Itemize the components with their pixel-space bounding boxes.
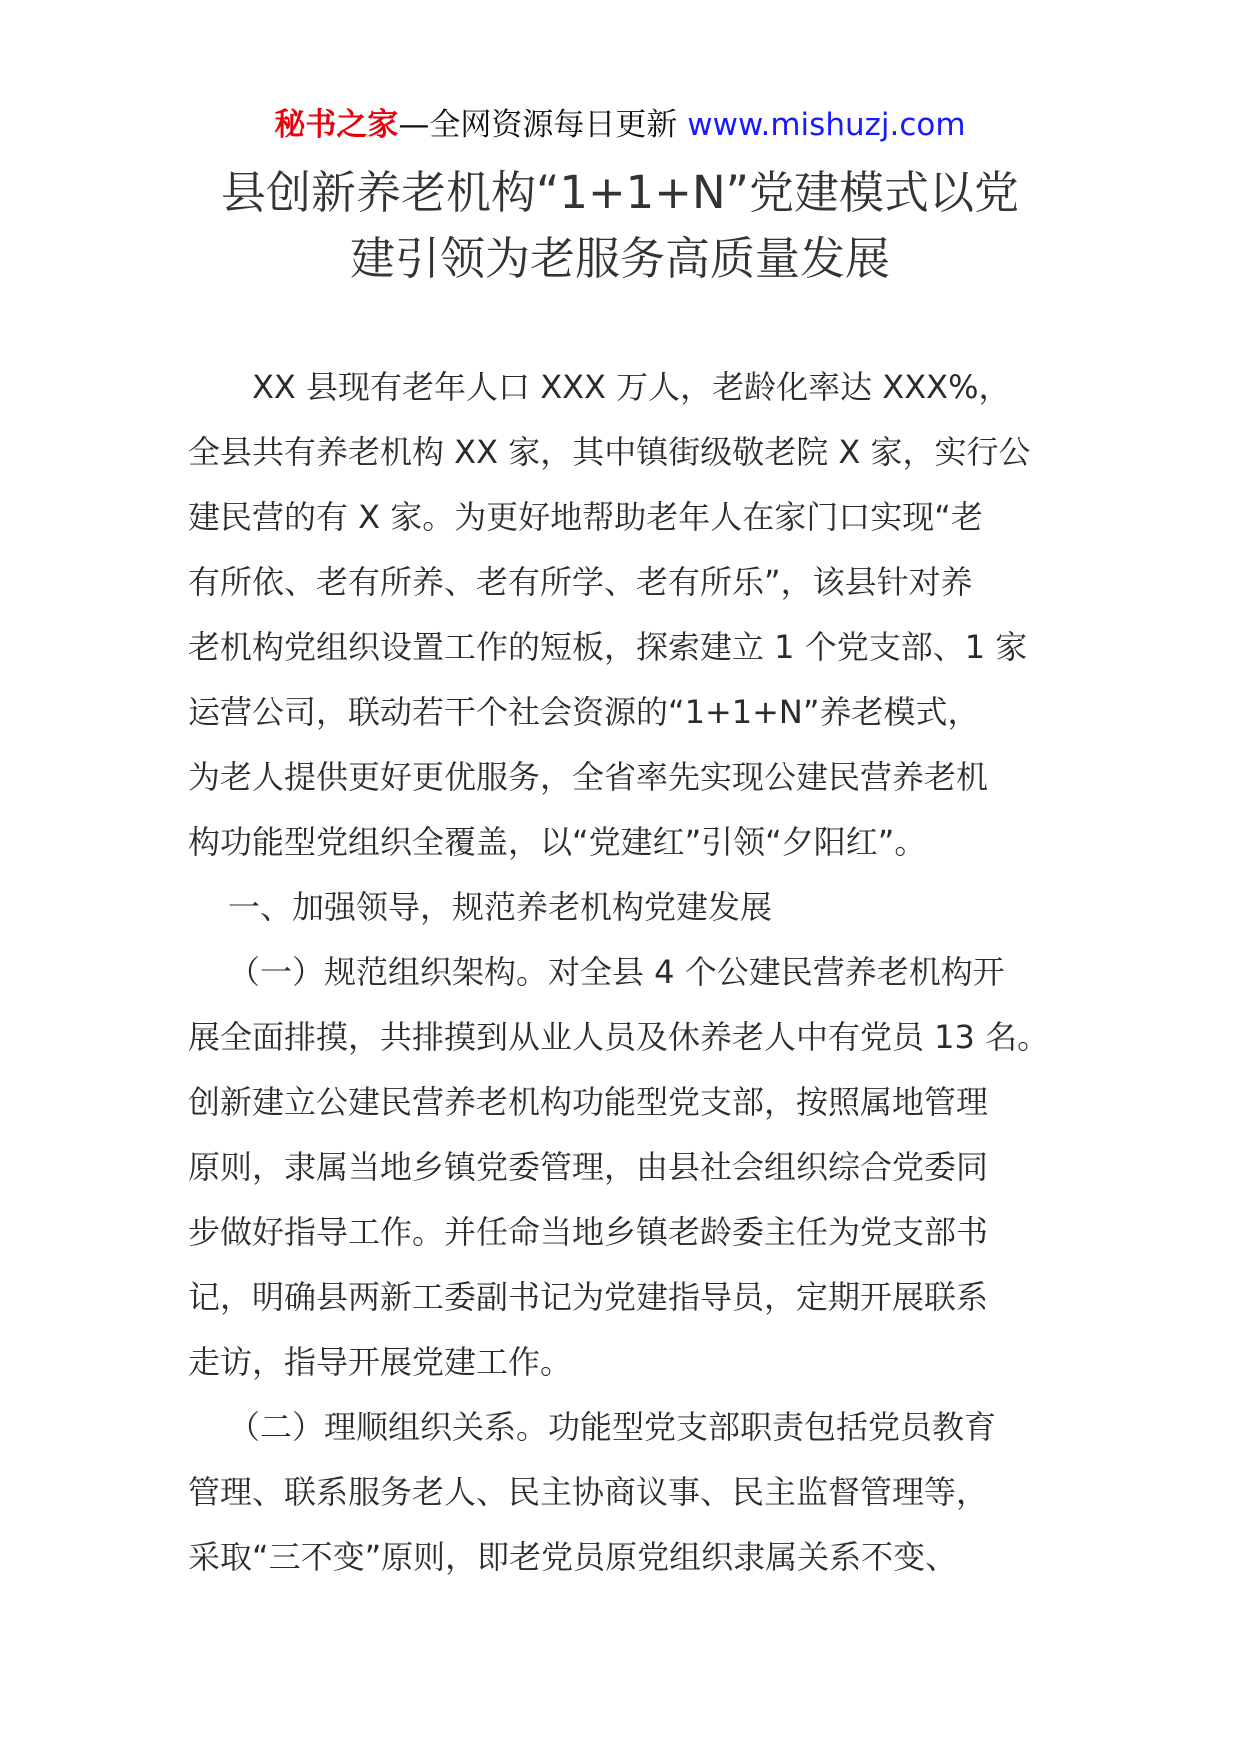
paragraph-intro [188, 355, 1068, 875]
paragraph-line: 记，明确县两新工委副书记为党建指导员，定期开展联系 [188, 1278, 989, 1316]
paragraph-line: 老机构党组织设置工作的短板，探索建立 1 个党支部、1 家 [188, 628, 1028, 666]
paragraph-line: 创新建立公建民营养老机构功能型党支部，按照属地管理 [188, 1083, 989, 1121]
section-heading-1 [188, 875, 1068, 940]
title-line-1: 县创新养老机构“1+1+N”党建模式以党 [221, 166, 1019, 219]
paragraph-line: （一）规范组织架构。对全县 4 个公建民营养老机构开 [228, 953, 1005, 991]
paragraph-line: 原则，隶属当地乡镇党委管理，由县社会组织综合党委同 [188, 1148, 989, 1186]
site-banner [0, 104, 1240, 146]
paragraph-line: 构功能型党组织全覆盖，以“党建红”引领“夕阳红”。 [188, 823, 927, 861]
document-title [150, 160, 1090, 292]
site-slogan: —全网资源每日更新 [398, 107, 678, 143]
paragraph-line: 管理、联系服务老人、民主协商议事、民主监督管理等， [188, 1473, 989, 1511]
section-heading-text: 一、加强领导，规范养老机构党建发展 [228, 888, 773, 926]
paragraph-line: （二）理顺组织关系。功能型党支部职责包括党员教育 [228, 1408, 997, 1446]
paragraph-line: 采取“三不变”原则，即老党员原党组织隶属关系不变、 [188, 1538, 958, 1576]
paragraph-line: 展全面排摸，共排摸到从业人员及休养老人中有党员 13 名。 [188, 1018, 1050, 1056]
paragraph-line: 走访，指导开展党建工作。 [188, 1343, 573, 1381]
paragraph-relations [188, 1395, 1068, 1590]
paragraph-organization [188, 940, 1068, 1395]
paragraph-line: 有所依、老有所养、老有所学、老有所乐”，该县针对养 [188, 563, 973, 601]
paragraph-line: 全县共有养老机构 XX 家，其中镇街级敬老院 X 家，实行公 [188, 433, 1031, 471]
paragraph-line: 建民营的有 X 家。为更好地帮助老年人在家门口实现“老 [188, 498, 983, 536]
paragraph-line: 运营公司，联动若干个社会资源的“1+1+N”养老模式， [188, 693, 980, 731]
paragraph-line: XX 县现有老年人口 XXX 万人，老龄化率达 XXX%， [252, 368, 1011, 406]
site-url-link[interactable]: www.mishuzj.com [687, 107, 966, 143]
brand-name: 秘书之家 [274, 107, 399, 143]
document-body [188, 355, 1068, 1590]
title-line-2: 建引领为老服务高质量发展 [349, 232, 890, 285]
paragraph-line: 为老人提供更好更优服务，全省率先实现公建民营养老机 [188, 758, 989, 796]
paragraph-line: 步做好指导工作。并任命当地乡镇老龄委主任为党支部书 [188, 1213, 989, 1251]
